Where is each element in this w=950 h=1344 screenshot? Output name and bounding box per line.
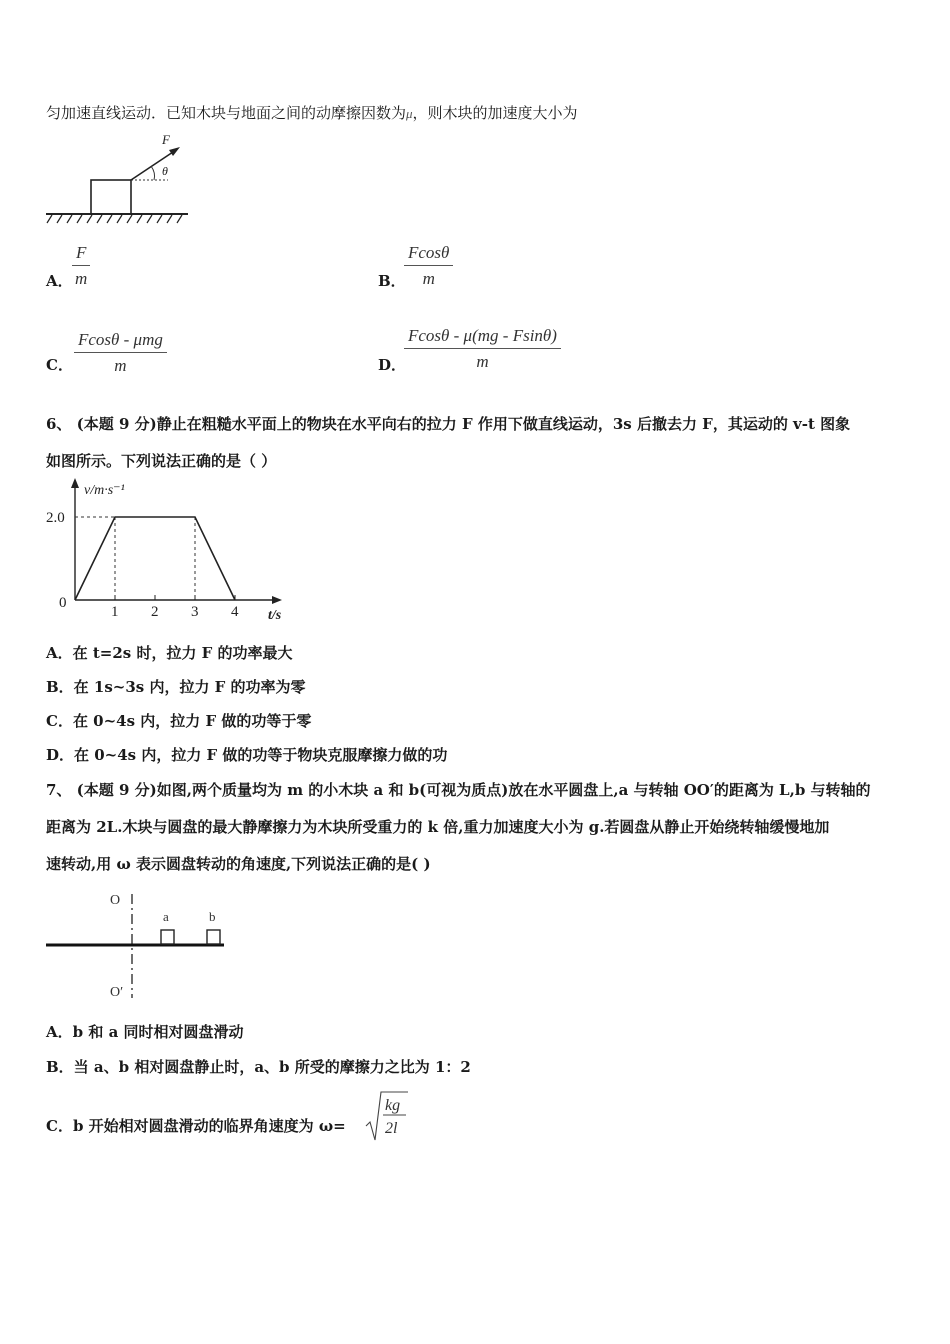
y-axis-arrow-icon — [71, 478, 79, 488]
q6-option-c: C．在 0~4s 内，拉力 F 做的功等于零 — [46, 712, 312, 730]
option-c-denominator: m — [114, 356, 127, 375]
x-axis-label: t/s — [268, 608, 282, 623]
option-c-fraction — [74, 330, 167, 376]
q6-option-d: D．在 0~4s 内，拉力 F 做的功等于物块克服摩擦力做的功 — [46, 746, 448, 764]
q7-option-c — [46, 1115, 346, 1136]
angle-label: θ — [162, 164, 168, 178]
wood-block — [91, 180, 131, 214]
q7-tag: (本题 9 分) — [76, 781, 157, 799]
x-axis-arrow-icon — [272, 596, 282, 604]
option-c-numerator: Fcosθ - μmg — [74, 330, 167, 353]
option-a-label: A． — [46, 272, 73, 290]
q7-stem-text1: 如图,两个质量均为 m 的小木块 a 和 b(可视为质点)放在水平圆盘上,a 与转轴 OO′的距离为 L,b 与转轴的 — [156, 781, 871, 799]
q7-stem-line1 — [46, 779, 871, 800]
arrow-head-icon — [169, 147, 180, 156]
q6-number: 6、 — [46, 415, 72, 433]
option-d-fraction — [404, 326, 561, 372]
q7-option-a: A．b 和 a 同时相对圆盘滑动 — [46, 1023, 244, 1041]
x-tick-label-1: 1 — [111, 604, 119, 620]
option-d-denominator: m — [476, 352, 489, 371]
q7-stem-line2: 距离为 2L.木块与圆盘的最大静摩擦力为木块所受重力的 k 倍,重力加速度大小为 g.若圆盘从静止开始绕转轴缓慢地加 — [46, 818, 830, 836]
x-tick-label-3: 3 — [191, 604, 199, 620]
option-b-denominator: m — [422, 269, 435, 288]
force-label: F — [162, 132, 170, 147]
series-line — [75, 517, 235, 600]
block-b-label: b — [209, 909, 216, 924]
q5-stem-end: ，则木块的加速度大小为 — [412, 104, 578, 122]
mu-symbol: μ — [406, 106, 413, 121]
q5-figure-block-force — [44, 128, 194, 226]
q6-option-b: B．在 1s~3s 内，拉力 F 的功率为零 — [46, 678, 306, 696]
option-a-fraction — [72, 243, 90, 289]
vt-chart — [40, 476, 300, 626]
x-tick-label-2: 2 — [151, 604, 159, 620]
q7-option-c-text: C．b 开始相对圆盘滑动的临界角速度为 ω= — [46, 1117, 346, 1135]
axis-top-label: O — [110, 893, 121, 908]
q7-figure-disk — [44, 888, 234, 1006]
sqrt-numerator: kg — [385, 1097, 401, 1114]
option-d-numerator: Fcosθ - μ(mg - Fsinθ) — [404, 326, 561, 349]
block-b — [207, 930, 220, 944]
x-tick-label-4: 4 — [231, 604, 239, 620]
force-arrow — [131, 150, 176, 180]
q6-stem-line1 — [46, 413, 850, 434]
option-a-denominator: m — [75, 269, 88, 288]
q6-option-a: A．在 t=2s 时，拉力 F 的功率最大 — [46, 644, 293, 662]
q7-stem-line3: 速转动,用 ω 表示圆盘转动的角速度,下列说法正确的是( ) — [46, 855, 431, 873]
sqrt-denominator: 2l — [385, 1120, 398, 1137]
option-a-numerator: F — [72, 243, 90, 266]
y-tick-label-2.0: 2.0 — [46, 510, 65, 526]
q5-stem-text: 匀加速直线运动．已知木块与地面之间的动摩擦因数为 — [46, 104, 407, 122]
q6-stem-text1: 静止在粗糙水平面上的物块在水平向右的拉力 F 作用下做直线运动，3s 后撤去力 F，其运动的 v-t 图象 — [156, 415, 851, 433]
block-a-label: a — [163, 909, 169, 924]
sqrt-expression — [364, 1088, 410, 1144]
option-c-label: C． — [46, 356, 73, 374]
option-b-numerator: Fcosθ — [404, 243, 453, 266]
option-b-fraction — [404, 243, 453, 289]
q6-stem-line2: 如图所示。下列说法正确的是（ ） — [46, 452, 277, 470]
q7-option-b: B．当 a、b 相对圆盘静止时，a、b 所受的摩擦力之比为 1：2 — [46, 1058, 471, 1076]
option-b-label: B． — [378, 272, 406, 290]
q5-stem — [46, 102, 578, 123]
q7-number: 7、 — [46, 781, 72, 799]
ground-line — [46, 214, 188, 223]
option-d-label: D． — [378, 356, 407, 374]
q6-tag: (本题 9 分) — [76, 415, 157, 433]
block-a — [161, 930, 174, 944]
angle-arc — [151, 166, 155, 180]
y-axis-label: v/m·s⁻¹ — [84, 483, 125, 498]
origin-label: 0 — [59, 595, 67, 611]
axis-bottom-label: O′ — [110, 985, 124, 1000]
